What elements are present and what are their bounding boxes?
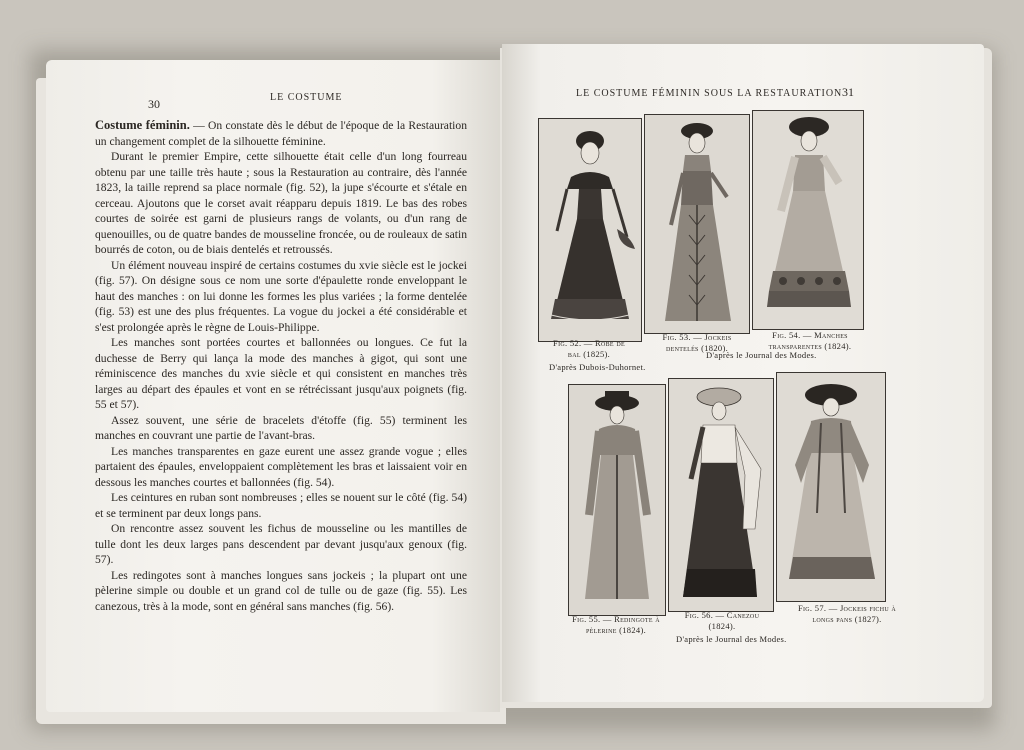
credit-dubois: D'après Dubois-Duhornet. [549, 362, 646, 372]
credit-journal-bottom: D'après le Journal des Modes. [676, 634, 787, 644]
fashion-plate-fig54 [752, 110, 864, 330]
paragraph: Les manches sont portées courtes et ballonnées ou longues. Ce fut la duchesse de Berry qui lança la mode des manches à gigot, qui sont une réminiscence des manches du xvie siècle et qui consistent en manches très larges au départ des épaules et vont en se rétrécissant jusqu'aux poignets (fig. 55 et 57). [95, 336, 467, 411]
dress-figure-illustration [669, 379, 773, 611]
dress-figure-illustration [569, 385, 665, 615]
fashion-plate-fig57 [776, 372, 886, 602]
caption-fig52: Fig. 52. — Robe de bal (1825). [553, 338, 625, 359]
paragraph: Durant le premier Empire, cette silhouette était celle d'un long fourreau obtenu par une taille très haute ; sous la Restauration au contraire, dès l'année 1823, la taille reprend sa place normale (fig. 52), la jupe s'écourte et s'étale en cerceau. Ajoutons que le corset avait réapparu depuis 1819. Le bas des robes courtes de soirée est garni de plusieurs rangs de volants, ou d'un rang de quenouilles, ou de quatre bandes de mousseline froncée, ou de rouleaux de satin bourrés de coton, ou de biais dentelés et retroussés. [95, 150, 467, 256]
dress-figure-illustration [539, 119, 641, 341]
fashion-plate-fig55 [568, 384, 666, 616]
caption-fig53: Fig. 53. — Jockeis dentelés (1820). [662, 332, 732, 353]
section-title: Costume féminin. [95, 118, 190, 132]
fashion-plate-fig56 [668, 378, 774, 612]
caption-fig56: Fig. 56. — Canezou (1824). [684, 610, 760, 631]
paragraph [95, 118, 467, 149]
left-body-text [95, 118, 467, 614]
dress-figure-illustration [753, 111, 863, 329]
dress-figure-illustration [777, 373, 885, 601]
left-running-head: LE COSTUME [270, 92, 343, 103]
credit-journal-top: D'après le Journal des Modes. [706, 350, 817, 360]
right-running-head: LE COSTUME FÉMININ SOUS LA RESTAURATION [576, 88, 843, 99]
caption-fig57: Fig. 57. — Jockeis fichu à longs pans (1827). [797, 603, 897, 624]
paragraph: Un élément nouveau inspiré de certains costumes du xvie siècle est le jockei (fig. 57). On désigne sous ce nom une sorte d'épaulette ronde enveloppant le haut des manches : on lui donne les formes les plus variées ; la forme dentelée (fig. 53) est une des plus fréquentes. La vogue du jockei a été considérable et s'est prolongée après le règne de Louis-Philippe. [95, 258, 467, 334]
left-page-number: 30 [148, 97, 160, 111]
dress-figure-illustration [645, 115, 749, 333]
paragraph: On rencontre assez souvent les fichus de mousseline ou les mantilles de tulle dont les deux larges pans descendent par devant jusqu'aux genoux (fig. 57). [95, 522, 467, 566]
right-page-number: 31 [842, 85, 854, 99]
fashion-plate-fig53 [644, 114, 750, 334]
paragraph-text: — On constate dès le début de l'époque de la Restauration un changement complet de la silhouette féminine. [95, 119, 467, 148]
paragraph: Assez souvent, une série de bracelets d'étoffe (fig. 55) terminent les manches en couvrant une partie de l'avant-bras. [95, 413, 467, 442]
paragraph: Les ceintures en ruban sont nombreuses ; elles se nouent sur le côté (fig. 54) et se terminent par deux longs pans. [95, 491, 467, 520]
caption-fig55: Fig. 55. — Redingote à pèlerine (1824). [572, 614, 660, 635]
paragraph: Les redingotes sont à manches longues sans jockeis ; la plupart ont une pèlerine simple ou double et un grand col de tulle ou de gaze (fig. 55). Les canezous, très à la mode, sont en général sans manches (fig. 56). [95, 568, 467, 613]
caption-fig54: Fig. 54. — Manches transparentes (1824). [768, 330, 852, 351]
fashion-plate-fig52 [538, 118, 642, 342]
paragraph: Les manches transparentes en gaze eurent une assez grande vogue ; elles partaient des épaules, enveloppaient complètement les bras et laissaient voir en dessous les manches courtes et ballonnées (fig. 54). [95, 444, 467, 489]
